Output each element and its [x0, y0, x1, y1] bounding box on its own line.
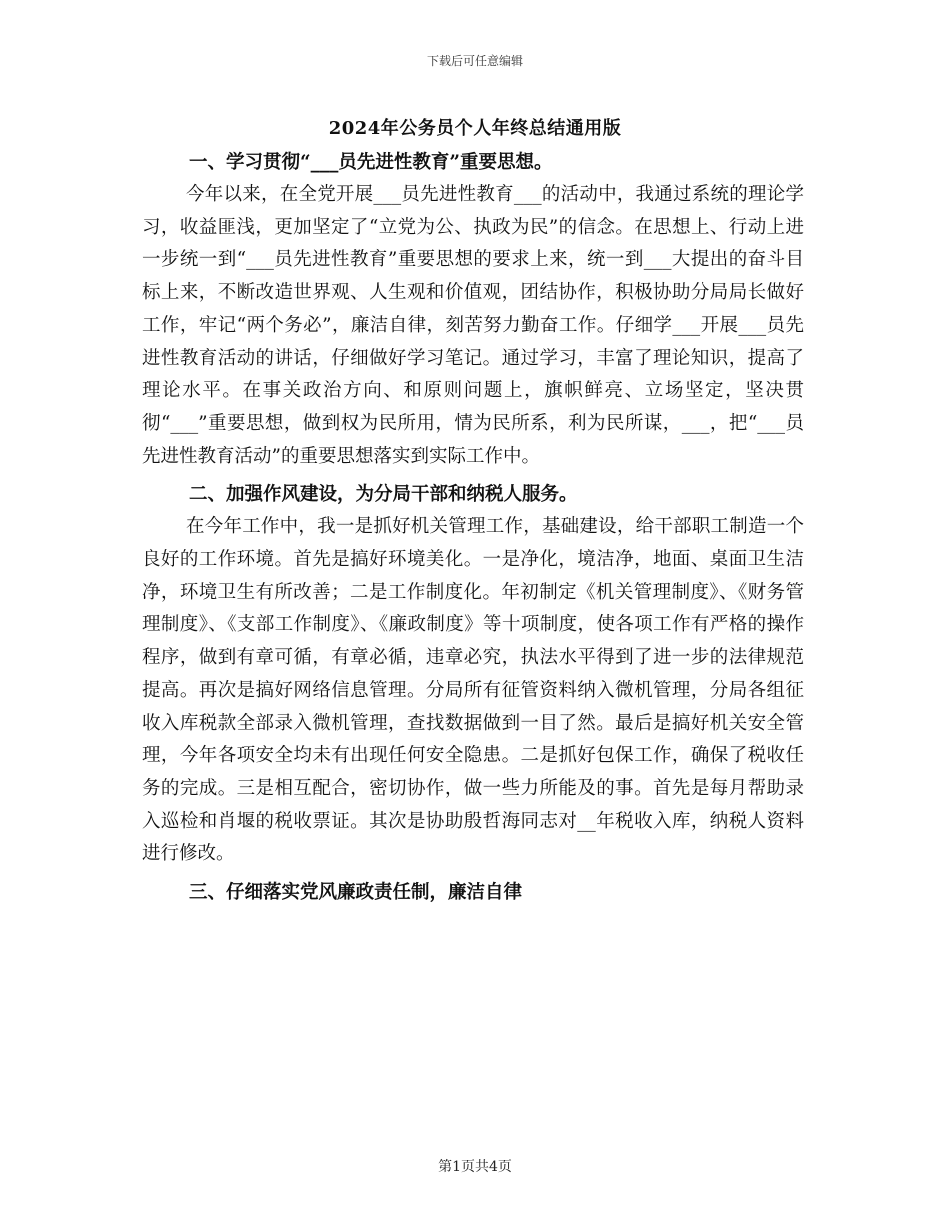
section-paragraph-1: 今年以来，在全党开展___员先进性教育___的活动中，我通过系统的理论学习，收益匪浅，更加坚定了“立党为公、执政为民”的信念。在思想上、行动上进一步统一到“___员先进性教育”重要思想的要求上来，统一到___大提出的奋斗目标上来，不断改造世界观、人生观和价值观，团结协作，积极协助分局局长做好工作，牢记“两个务必”，廉洁自律，刻苦努力勤奋工作。仔细学___开展___员先进性教育活动的讲话，仔细做好学习笔记。通过学习，丰富了理论知识，提高了理论水平。在事关政治方向、和原则问题上，旗帜鲜亮、立场坚定，坚决贯彻“___”重要思想，做到权为民所用，情为民所系，利为民所谋，___，把“___员先进性教育活动”的重要思想落实到实际工作中。 [142, 184, 804, 467]
section-paragraph-2: 在今年工作中，我一是抓好机关管理工作，基础建设，给干部职工制造一个良好的工作环境。首先是搞好环境美化。一是净化，境洁净，地面、桌面卫生洁净，环境卫生有所改善；二是工作制度化。年初制定《机关管理制度》、《财务管理制度》、《支部工作制度》、《廉政制度》等十项制度，使各项工作有严格的操作程序，做到有章可循，有章必循，违章必究，执法水平得到了进一步的法律规范提高。再次是搞好网络信息管理。分局所有征管资料纳入微机管理，分局各组征收入库税款全部录入微机管理，查找数据做到一目了然。最后是搞好机关安全管理，今年各项安全均未有出现任何安全隐患。二是抓好包保工作，确保了税收任务的完成。三是相互配合，密切协作，做一些力所能及的事。首先是每月帮助录入巡检和肖堰的税收票证。其次是协助殷哲海同志对__年税收入库，纳税人资料进行修改。 [142, 516, 804, 865]
section-heading-2: 二、加强作风建设，为分局干部和纳税人服务。 [189, 484, 578, 506]
document-body [142, 146, 804, 909]
section-heading-1: 一、学习贯彻“___员先进性教育”重要思想。 [189, 152, 553, 173]
page-footer: 第1页共4页 [438, 1159, 512, 1175]
document-title: 2024年公务员个人年终总结通用版 [328, 118, 622, 139]
section-heading-3: 三、仔细落实党风廉政责任制，廉洁自律 [189, 882, 523, 904]
header-note: 下载后可任意编辑 [426, 54, 523, 68]
